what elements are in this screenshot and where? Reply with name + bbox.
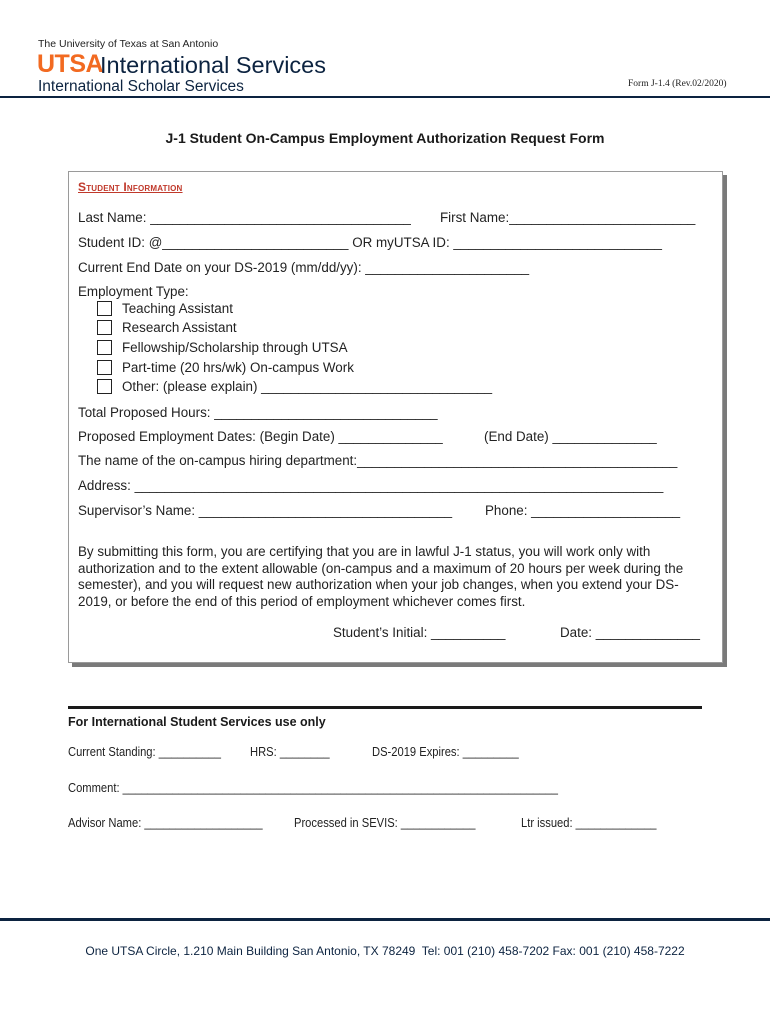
department-field[interactable]: The name of the on-campus hiring department:___________________________________________ — [78, 453, 678, 468]
begin-date-field[interactable]: Proposed Employment Dates: (Begin Date) ______________ — [78, 429, 443, 444]
teaching-assistant-checkbox[interactable] — [97, 301, 112, 316]
fellowship-label: Fellowship/Scholarship through UTSA — [122, 340, 348, 355]
ltr-issued-field[interactable]: Ltr issued: _____________ — [521, 815, 657, 830]
address-field[interactable]: Address: _______________________________________________________________________ — [78, 478, 664, 493]
iss-heading: For International Student Services use only — [68, 715, 326, 729]
other-label[interactable]: Other: (please explain) _______________________________ — [122, 379, 493, 394]
part-time-label: Part-time (20 hrs/wk) On-campus Work — [122, 360, 354, 375]
current-standing-field[interactable]: Current Standing: __________ — [68, 744, 221, 759]
teaching-assistant-label: Teaching Assistant — [122, 301, 233, 316]
part-time-checkbox[interactable] — [97, 360, 112, 375]
fellowship-checkbox[interactable] — [97, 340, 112, 355]
end-date-field[interactable]: Current End Date on your DS-2019 (mm/dd/yy): ______________________ — [78, 260, 530, 275]
department-name: International Services — [100, 52, 326, 78]
employment-type-label: Employment Type: — [78, 284, 189, 299]
footer-divider — [0, 918, 770, 921]
comment-field[interactable]: Comment: ______________________________________________________________________ — [68, 780, 558, 795]
iss-divider — [68, 706, 702, 709]
phone-field[interactable]: Phone: ____________________ — [485, 503, 681, 518]
supervisor-field[interactable]: Supervisor’s Name: __________________________________ — [78, 503, 453, 518]
utsa-logo: UTSA — [37, 50, 104, 78]
student-id-field[interactable]: Student ID: @_________________________ OR myUTSA ID: ____________________________ — [78, 235, 662, 250]
header-divider — [0, 96, 770, 98]
date-field[interactable]: Date: ______________ — [560, 625, 700, 640]
research-assistant-label: Research Assistant — [122, 320, 237, 335]
form-title: J-1 Student On-Campus Employment Authorization Request Form — [165, 130, 605, 146]
footer-address: One UTSA Circle, 1.210 Main Building San Antonio, TX 78249 Tel: 001 (210) 458-7202 Fax: 001 (210) 458-7222 — [85, 944, 685, 958]
end-date-employment-field[interactable]: (End Date) ______________ — [484, 429, 657, 444]
form-number: Form J-1.4 (Rev.02/2020) — [628, 79, 727, 89]
ds2019-expires-field[interactable]: DS-2019 Expires: _________ — [372, 744, 519, 759]
student-initial-field[interactable]: Student’s Initial: __________ — [333, 625, 506, 640]
processed-sevis-field[interactable]: Processed in SEVIS: ____________ — [294, 815, 476, 830]
university-name: The University of Texas at San Antonio — [38, 38, 219, 50]
research-assistant-checkbox[interactable] — [97, 320, 112, 335]
subdepartment-name: International Scholar Services — [38, 78, 244, 95]
other-checkbox[interactable] — [97, 379, 112, 394]
last-name-field[interactable]: Last Name: ___________________________________ — [78, 210, 411, 225]
advisor-name-field[interactable]: Advisor Name: ___________________ — [68, 815, 263, 830]
certification-text: By submitting this form, you are certifying that you are in lawful J-1 status, you will work only with authorization and to the extent allowable (on-campus and a maximum of 20 hours per week during the semester), and you will request new authorization when your job changes, when you extend your DS-2019, or before the end of this period of employment whichever comes first. — [78, 544, 684, 609]
total-hours-field[interactable]: Total Proposed Hours: ______________________________ — [78, 405, 438, 420]
first-name-field[interactable]: First Name:_________________________ — [440, 210, 696, 225]
hrs-field[interactable]: HRS: ________ — [250, 744, 330, 759]
student-info-heading: Student Information — [78, 180, 183, 194]
